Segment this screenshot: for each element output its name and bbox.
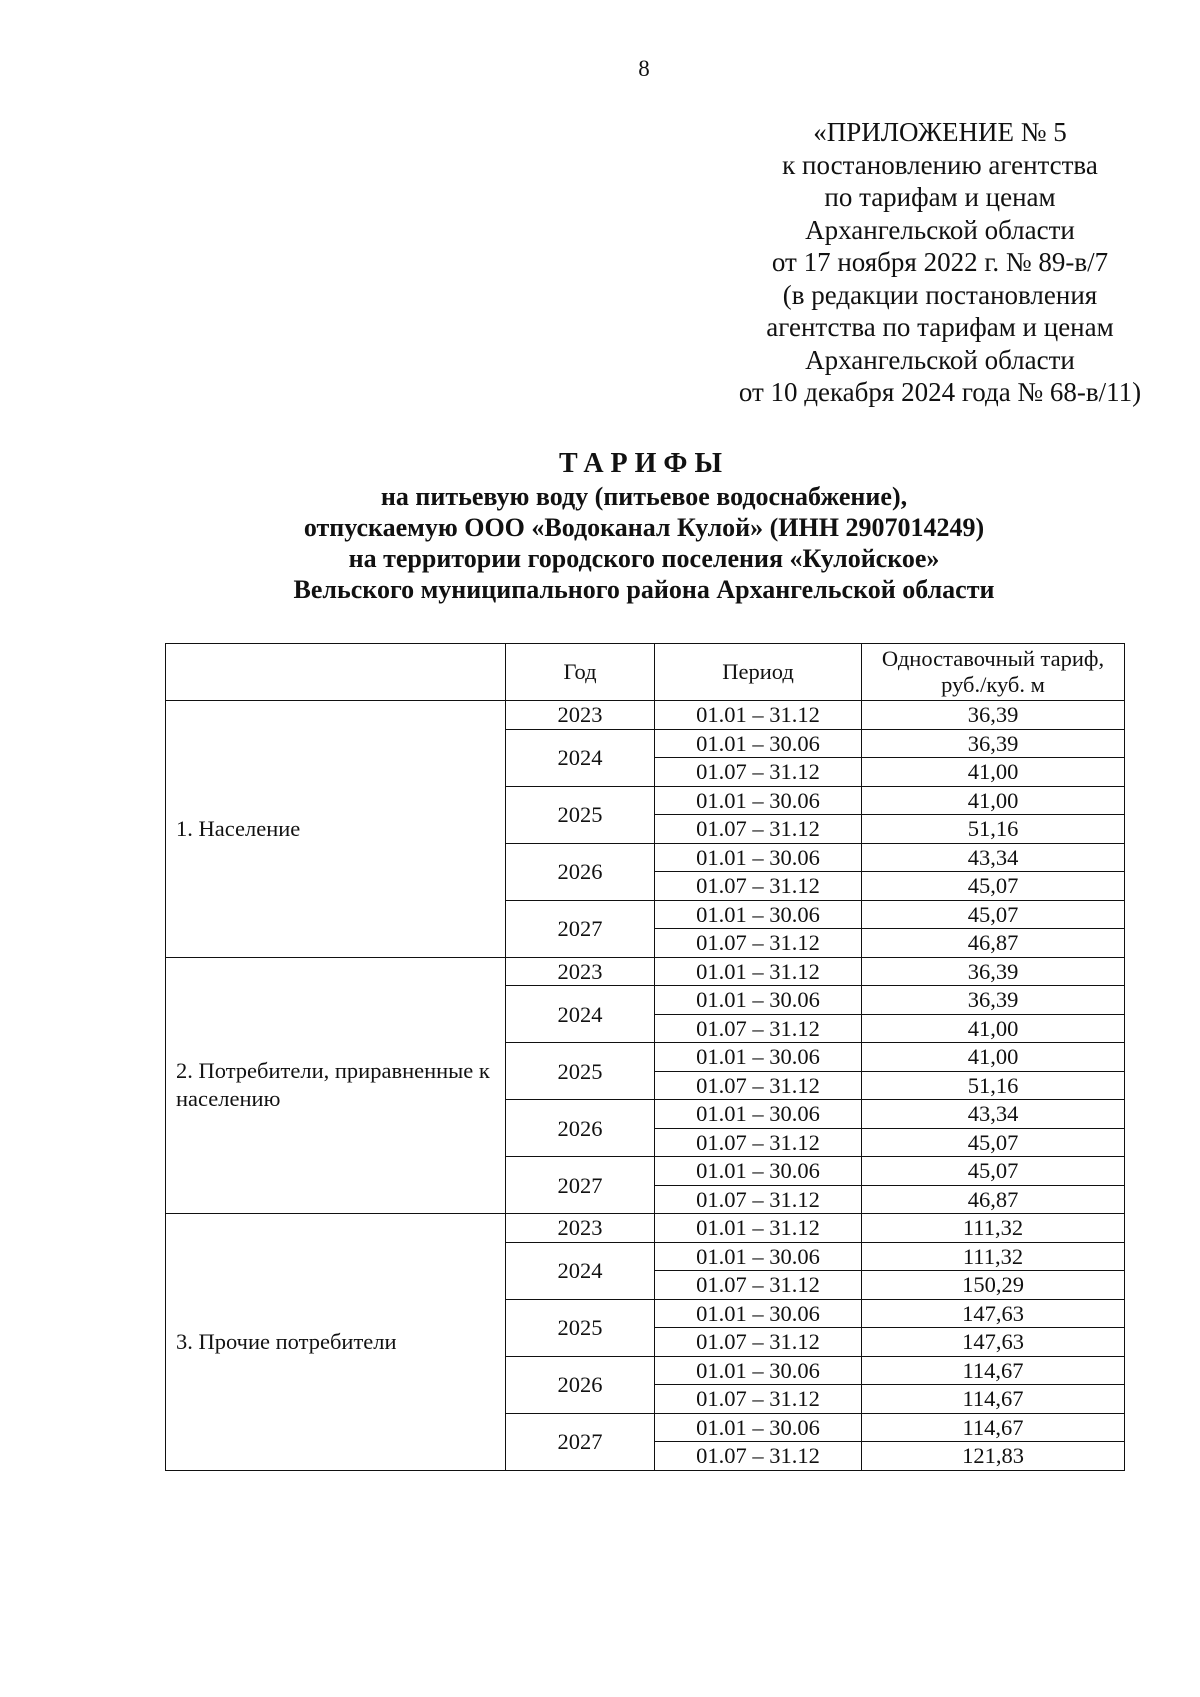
document-title: ТАРИФЫ	[559, 448, 729, 479]
appendix-line: к постановлению агентства	[782, 149, 1098, 180]
appendix-line: «ПРИЛОЖЕНИЕ № 5	[813, 117, 1067, 147]
year-cell: 2024	[506, 729, 655, 786]
year-cell: 2026	[506, 843, 655, 900]
period-cell: 01.07 – 31.12	[655, 1071, 862, 1100]
header-tariff: Одноставочный тариф, руб./куб. м	[862, 644, 1125, 701]
period-cell: 01.01 – 30.06	[655, 1043, 862, 1072]
consumer-group-label: 2. Потребители, приравненные к населению	[166, 957, 506, 1214]
tariff-cell: 114,67	[862, 1413, 1125, 1442]
appendix-line: по тарифам и ценам	[824, 182, 1056, 212]
appendix-line: Архангельской области	[805, 344, 1075, 375]
year-cell: 2024	[506, 986, 655, 1043]
year-cell: 2023	[506, 701, 655, 730]
period-cell: 01.01 – 30.06	[655, 1356, 862, 1385]
period-cell: 01.07 – 31.12	[655, 1014, 862, 1043]
subtitle-line: на территории городского поселения «Кулойское»	[348, 544, 940, 573]
tariff-cell: 41,00	[862, 758, 1125, 787]
consumer-group-label: 1. Население	[166, 701, 506, 958]
period-cell: 01.01 – 30.06	[655, 1157, 862, 1186]
tariff-table-body	[166, 701, 1125, 1471]
tariff-cell: 114,67	[862, 1385, 1125, 1414]
table-row	[166, 1214, 1125, 1243]
period-cell: 01.01 – 30.06	[655, 900, 862, 929]
period-cell: 01.01 – 30.06	[655, 1100, 862, 1129]
tariff-cell: 41,00	[862, 1043, 1125, 1072]
year-cell: 2027	[506, 900, 655, 957]
header-year: Год	[506, 644, 655, 701]
tariff-cell: 36,39	[862, 957, 1125, 986]
table-row	[166, 957, 1125, 986]
period-cell: 01.07 – 31.12	[655, 1271, 862, 1300]
document-subtitle	[0, 481, 1200, 605]
page-number: 8	[638, 56, 650, 81]
period-cell: 01.07 – 31.12	[655, 929, 862, 958]
year-cell: 2025	[506, 786, 655, 843]
subtitle-line: Вельского муниципального района Архангельской области	[293, 575, 995, 604]
period-cell: 01.07 – 31.12	[655, 872, 862, 901]
tariff-cell: 114,67	[862, 1356, 1125, 1385]
period-cell: 01.01 – 30.06	[655, 786, 862, 815]
year-cell: 2023	[506, 957, 655, 986]
year-cell: 2025	[506, 1299, 655, 1356]
period-cell: 01.07 – 31.12	[655, 1128, 862, 1157]
tariff-cell: 36,39	[862, 701, 1125, 730]
tariff-cell: 51,16	[862, 815, 1125, 844]
year-cell: 2027	[506, 1157, 655, 1214]
period-cell: 01.01 – 30.06	[655, 1413, 862, 1442]
header-period: Период	[655, 644, 862, 701]
tariff-cell: 43,34	[862, 1100, 1125, 1129]
period-cell: 01.07 – 31.12	[655, 1328, 862, 1357]
year-cell: 2026	[506, 1100, 655, 1157]
tariff-cell: 36,39	[862, 986, 1125, 1015]
period-cell: 01.01 – 30.06	[655, 986, 862, 1015]
appendix-line: (в редакции постановления	[782, 279, 1098, 310]
tariff-cell: 45,07	[862, 900, 1125, 929]
header-category	[166, 644, 506, 701]
period-cell: 01.01 – 31.12	[655, 701, 862, 730]
year-cell: 2027	[506, 1413, 655, 1470]
appendix-line: Архангельской области	[805, 214, 1075, 245]
subtitle-line: на питьевую воду (питьевое водоснабжение),	[380, 482, 908, 511]
period-cell: 01.01 – 31.12	[655, 1214, 862, 1243]
tariff-cell: 45,07	[862, 1128, 1125, 1157]
tariff-cell: 36,39	[862, 729, 1125, 758]
period-cell: 01.01 – 30.06	[655, 1242, 862, 1271]
tariff-cell: 46,87	[862, 1185, 1125, 1214]
period-cell: 01.07 – 31.12	[655, 1442, 862, 1471]
tariff-cell: 111,32	[862, 1214, 1125, 1243]
tariff-cell: 43,34	[862, 843, 1125, 872]
period-cell: 01.01 – 30.06	[655, 1299, 862, 1328]
period-cell: 01.01 – 30.06	[655, 729, 862, 758]
table-row	[166, 701, 1125, 730]
year-cell: 2023	[506, 1214, 655, 1243]
tariff-cell: 45,07	[862, 1157, 1125, 1186]
appendix-line: агентства по тарифам и ценам	[766, 312, 1114, 342]
tariff-cell: 147,63	[862, 1299, 1125, 1328]
period-cell: 01.07 – 31.12	[655, 1385, 862, 1414]
tariff-cell: 150,29	[862, 1271, 1125, 1300]
year-cell: 2025	[506, 1043, 655, 1100]
tariff-cell: 41,00	[862, 786, 1125, 815]
tariff-cell: 111,32	[862, 1242, 1125, 1271]
tariff-cell: 51,16	[862, 1071, 1125, 1100]
year-cell: 2024	[506, 1242, 655, 1299]
table-header-row	[166, 644, 1125, 701]
appendix-line: от 10 декабря 2024 года № 68-в/11)	[738, 377, 1142, 407]
subtitle-line: отпускаемую ООО «Водоканал Кулой» (ИНН 2907014249)	[303, 513, 985, 542]
tariff-cell: 147,63	[862, 1328, 1125, 1357]
tariff-cell: 46,87	[862, 929, 1125, 958]
period-cell: 01.07 – 31.12	[655, 758, 862, 787]
consumer-group-label: 3. Прочие потребители	[166, 1214, 506, 1471]
tariff-cell: 45,07	[862, 872, 1125, 901]
period-cell: 01.01 – 31.12	[655, 957, 862, 986]
tariff-cell: 121,83	[862, 1442, 1125, 1471]
period-cell: 01.01 – 30.06	[655, 843, 862, 872]
period-cell: 01.07 – 31.12	[655, 1185, 862, 1214]
appendix-line: от 17 ноября 2022 г. № 89-в/7	[771, 247, 1109, 277]
tariff-cell: 41,00	[862, 1014, 1125, 1043]
document-title-block	[0, 448, 1200, 605]
appendix-heading	[660, 116, 1200, 409]
tariff-table	[165, 643, 1125, 1471]
period-cell: 01.07 – 31.12	[655, 815, 862, 844]
year-cell: 2026	[506, 1356, 655, 1413]
